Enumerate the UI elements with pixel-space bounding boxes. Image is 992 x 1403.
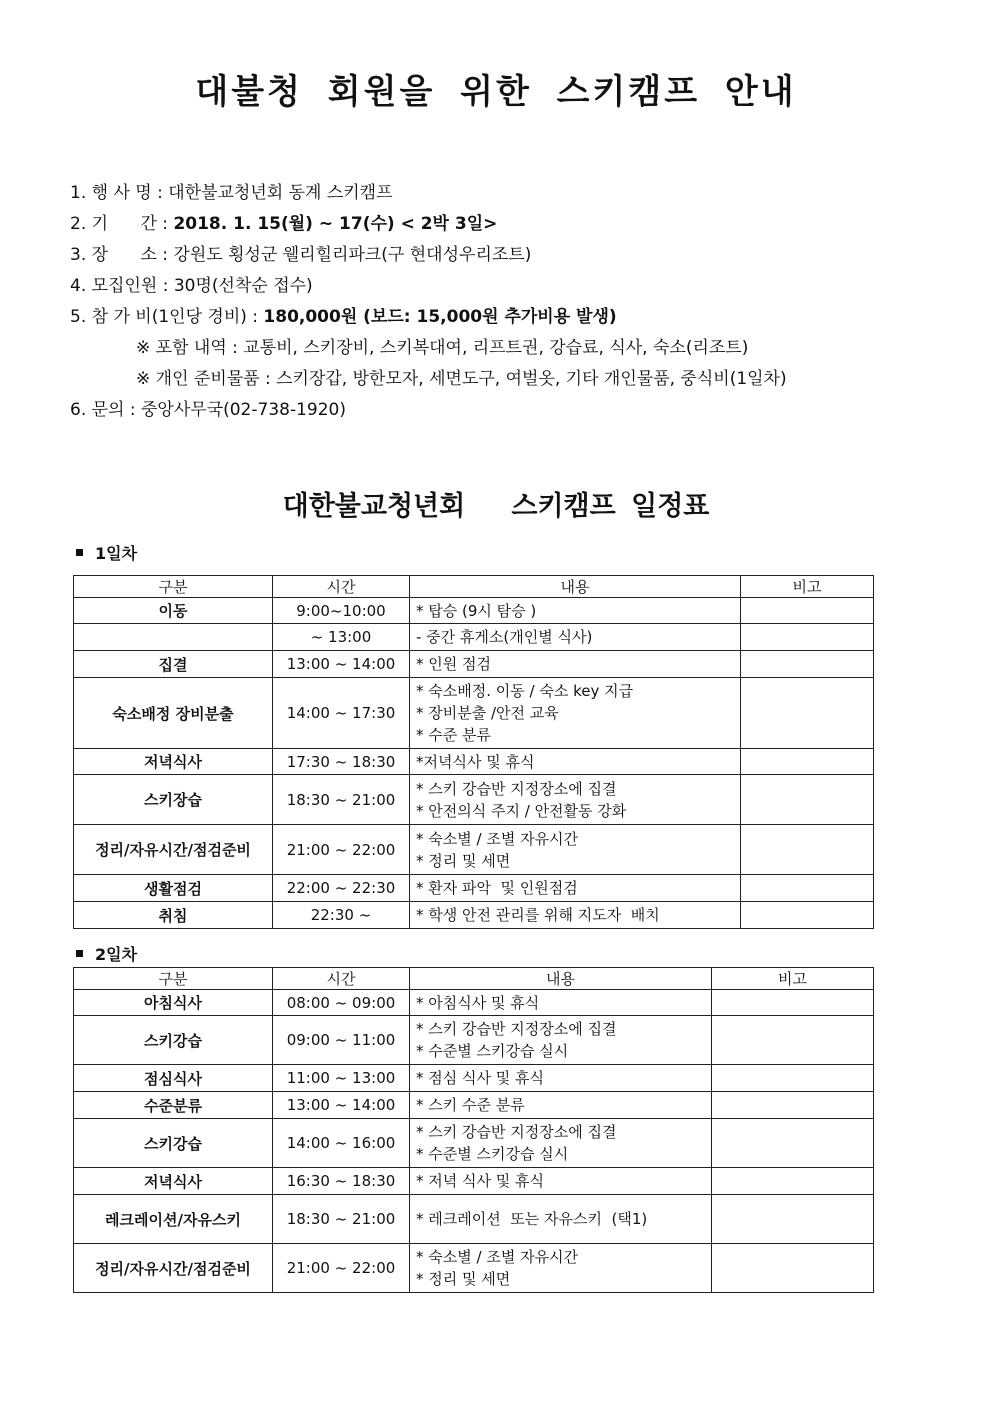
event-info (70, 178, 960, 426)
row-note (712, 1119, 874, 1168)
table-row (74, 1065, 874, 1092)
content-line: * 인원 점검 (416, 655, 491, 673)
row-category: 정리/자유시간/점검준비 (74, 1244, 273, 1293)
content-line: * 환자 파악 및 인원점검 (416, 879, 578, 897)
row-time: 21:00 ~ 22:00 (273, 1244, 410, 1293)
fee-label: 5. 참 가 비(1인당 경비) : (70, 307, 264, 327)
row-note (712, 1065, 874, 1092)
row-category: 저녁식사 (74, 1168, 273, 1195)
row-content (410, 598, 741, 624)
content-line: * 학생 안전 관리를 위해 지도자 배치 (416, 906, 660, 924)
row-content (410, 678, 741, 749)
row-category: 스키장습 (74, 775, 273, 825)
page-title: 대불청 회원을 위한 스키캠프 안내 (195, 72, 797, 112)
row-time: 11:00 ~ 13:00 (273, 1065, 410, 1092)
event-location-line: 3. 장 소 : 강원도 횡성군 웰리힐리파크(구 현대성우리조트) (70, 245, 532, 265)
content-line: - 중간 휴게소(개인별 식사) (416, 628, 593, 646)
row-category: 정리/자유시간/점검준비 (74, 825, 273, 875)
row-content (410, 651, 741, 678)
day2-label (76, 942, 137, 965)
row-note (712, 1244, 874, 1293)
row-time: 9:00~10:00 (273, 598, 410, 624)
row-content (410, 1168, 712, 1195)
header-content: 내용 (410, 968, 712, 990)
table-header-row (74, 576, 874, 598)
content-line: * 저녁 식사 및 휴식 (416, 1172, 545, 1190)
content-line: * 스키 강습반 지정장소에 집결 (416, 779, 617, 798)
header-category: 구분 (74, 576, 273, 598)
fee-line (70, 302, 960, 333)
table-row (74, 902, 874, 929)
table-row (74, 1092, 874, 1119)
row-category: 스키강습 (74, 1119, 273, 1168)
header-category: 구분 (74, 968, 273, 990)
table-row (74, 1168, 874, 1195)
table-row (74, 1119, 874, 1168)
row-content (410, 875, 741, 902)
day1-label (76, 541, 137, 564)
row-category: 아침식사 (74, 990, 273, 1016)
row-note (712, 1195, 874, 1244)
content-line: * 숙소별 / 조별 자유시간 (416, 1248, 579, 1266)
header-note: 비고 (741, 576, 874, 598)
day2-label-text: 2일차 (95, 945, 138, 964)
row-content (410, 902, 741, 929)
row-content (410, 990, 712, 1016)
row-note (741, 775, 874, 825)
row-category: 숙소배정 장비분출 (74, 678, 273, 749)
day2-schedule-table (73, 967, 874, 1293)
preparation-note: ※ 개인 준비물품 : 스키장갑, 방한모자, 세면도구, 여벌옷, 기타 개인물품, 중식비(1일차) (136, 369, 787, 389)
bullet-square-icon (76, 549, 83, 556)
day1-schedule-table (73, 575, 874, 929)
table-row (74, 1244, 874, 1293)
row-category: 수준분류 (74, 1092, 273, 1119)
row-time: 14:00 ~ 17:30 (273, 678, 410, 749)
row-content (410, 775, 741, 825)
row-note (741, 749, 874, 775)
row-category: 스키강습 (74, 1016, 273, 1065)
contact-line: 6. 문의 : 중앙사무국(02-738-1920) (70, 400, 346, 420)
table-row (74, 1195, 874, 1244)
header-time: 시간 (273, 576, 410, 598)
event-name-line: 1. 행 사 명 : 대한불교청년회 동계 스키캠프 (70, 183, 393, 203)
table-row (74, 678, 874, 749)
row-content (410, 1244, 712, 1293)
bullet-square-icon (76, 950, 83, 957)
row-time: 18:30 ~ 21:00 (273, 775, 410, 825)
content-line: * 점심 식사 및 휴식 (416, 1069, 545, 1087)
content-line: * 장비분출 /안전 교육 (416, 704, 559, 722)
event-period-value: 2018. 1. 15(월) ~ 17(수) < 2박 3일> (173, 214, 498, 234)
row-time: 13:00 ~ 14:00 (273, 1092, 410, 1119)
content-line: *저녁식사 및 휴식 (416, 752, 535, 771)
row-note (741, 875, 874, 902)
row-note (712, 1168, 874, 1195)
day1-label-text: 1일차 (95, 544, 138, 563)
content-line: * 안전의식 주지 / 안전활동 강화 (416, 801, 627, 820)
row-time: 22:00 ~ 22:30 (273, 875, 410, 902)
schedule-title: 대한불교청년회 스키캠프 일정표 (282, 491, 710, 522)
row-category: 생활점검 (74, 875, 273, 902)
row-content (410, 1092, 712, 1119)
row-content (410, 1119, 712, 1168)
row-category: 이동 (74, 598, 273, 624)
included-note: ※ 포함 내역 : 교통비, 스키장비, 스키복대여, 리프트권, 강습료, 식사, 숙소(리조트) (136, 338, 749, 358)
table-row (74, 1016, 874, 1065)
content-line: * 아침식사 및 휴식 (416, 993, 540, 1012)
row-content (410, 1016, 712, 1065)
row-category: 취침 (74, 902, 273, 929)
table-row (74, 825, 874, 875)
content-line: * 탑승 (9시 탐승 ) (416, 601, 537, 620)
row-category: 레크레이션/자유스키 (74, 1195, 273, 1244)
table-row (74, 990, 874, 1016)
row-content (410, 1195, 712, 1244)
table-row (74, 624, 874, 651)
table-row (74, 875, 874, 902)
content-line: * 숙소배정. 이동 / 숙소 key 지급 (416, 682, 634, 700)
content-line: * 스키 수준 분류 (416, 1096, 525, 1114)
table-row (74, 651, 874, 678)
row-category: 저녁식사 (74, 749, 273, 775)
content-line: * 수준별 스키강습 실시 (416, 1145, 569, 1163)
row-note (712, 1016, 874, 1065)
content-line: * 스키 강습반 지정장소에 집결 (416, 1123, 617, 1141)
row-note (741, 598, 874, 624)
row-note (741, 651, 874, 678)
fee-value: 180,000원 (보드: 15,000원 추가비용 발생) (263, 307, 617, 327)
table-header-row (74, 968, 874, 990)
row-note (741, 624, 874, 651)
content-line: * 정리 및 세면 (416, 851, 511, 870)
content-line: * 레크레이션 또는 자유스키 (택1) (416, 1210, 648, 1228)
row-note (741, 678, 874, 749)
row-category (74, 624, 273, 651)
row-time: ~ 13:00 (273, 624, 410, 651)
row-note (712, 1092, 874, 1119)
table-row (74, 598, 874, 624)
row-time: 14:00 ~ 16:00 (273, 1119, 410, 1168)
content-line: * 수준별 스키강습 실시 (416, 1042, 569, 1060)
row-time: 21:00 ~ 22:00 (273, 825, 410, 875)
content-line: * 정리 및 세면 (416, 1270, 511, 1288)
content-line: * 스키 강습반 지정장소에 집결 (416, 1020, 617, 1038)
row-note (741, 825, 874, 875)
row-note (712, 990, 874, 1016)
table-row (74, 775, 874, 825)
header-content: 내용 (410, 576, 741, 598)
recruit-line: 4. 모집인원 : 30명(선착순 접수) (70, 276, 313, 296)
row-category: 집결 (74, 651, 273, 678)
header-note: 비고 (712, 968, 874, 990)
row-note (741, 902, 874, 929)
event-period-label: 2. 기 간 : (70, 214, 174, 234)
row-content (410, 825, 741, 875)
table-row (74, 749, 874, 775)
row-content (410, 1065, 712, 1092)
row-time: 09:00 ~ 11:00 (273, 1016, 410, 1065)
row-time: 13:00 ~ 14:00 (273, 651, 410, 678)
row-content (410, 749, 741, 775)
row-time: 16:30 ~ 18:30 (273, 1168, 410, 1195)
content-line: * 숙소별 / 조별 자유시간 (416, 829, 579, 848)
content-line: * 수준 분류 (416, 726, 491, 744)
row-category: 점심식사 (74, 1065, 273, 1092)
row-time: 22:30 ~ (273, 902, 410, 929)
row-time: 17:30 ~ 18:30 (273, 749, 410, 775)
event-period-line (70, 209, 960, 240)
row-content (410, 624, 741, 651)
row-time: 08:00 ~ 09:00 (273, 990, 410, 1016)
row-time: 18:30 ~ 21:00 (273, 1195, 410, 1244)
header-time: 시간 (273, 968, 410, 990)
